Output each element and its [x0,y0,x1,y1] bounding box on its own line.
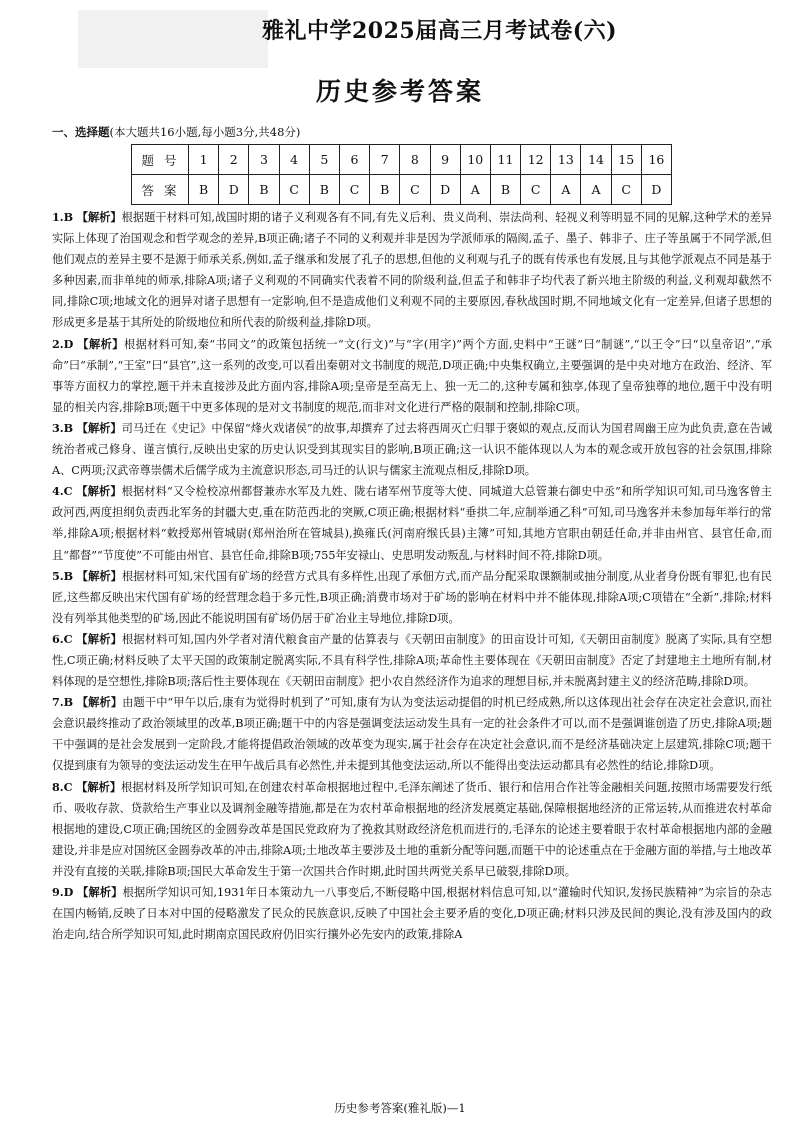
question-number-cell: 8 [400,145,430,175]
exam-title: 雅礼中学2025届高三月考试卷(六) [262,18,618,44]
explanation-list [52,207,772,945]
answer-cell: C [279,175,309,205]
answer-cell: B [309,175,339,205]
answer-cell: B [249,175,279,205]
question-number-cell: 13 [551,145,581,175]
question-number-cell: 5 [309,145,339,175]
analysis-tag: 【解析】 [76,695,123,710]
explanation-item [52,418,772,481]
explanation-item [52,334,772,418]
question-number-cell: 1 [189,145,219,175]
analysis-tag: 【解析】 [76,568,122,583]
question-number-cell: 9 [430,145,460,175]
item-text: 根据题干材料可知,战国时期的诸子义利观各有不同,有先义后利、贵义尚利、崇法尚利、轻视义利等明显不同的见解,这种学术的差异实际上体现了治国观念和哲学观念的差异,B项正确;诸子不同的义利观并非是因为学派师承的隔阂,孟子、墨子、韩非子、庄子等虽属于不同学派,但他们观点的差异主要不是源于师承关系,例如,孟子继承和发展了孔子的思想,但他的义利观与孔子的既有传承也有发展,且与其他学派观点不同是基于多种因素,而非单纯的师承,排除A项;诸子义利观的不同确实代表着不同的阶级利益,但孟子和韩非子均代表了新兴地主阶级的利益,义利观却截然不同,排除C项;地域文化的迥异对诸子思想有一定影响,但不是造成他们义利观不同的主要原因,春秋战国时期,不同地域文化有一定差异,但诸子思想的形成更多是基于其所处的阶级地位和所代表的阶级利益,排除D项。 [52,211,772,330]
item-answer: 5.B [52,568,74,583]
question-number-cell: 6 [339,145,369,175]
question-number-cell: 12 [521,145,551,175]
item-text: 根据材料及所学知识可知,在创建农村革命根据地过程中,毛泽东阐述了货币、银行和信用合作社等金融相关问题,按照市场需要发行纸币、吸收存款、贷款给生产事业以及调剂金融等措施,都是在为农村革命根据地的经济发展奠定基础,保障根据地经济的正常运转,从而推进农村革命根据地的建设,C项正确;国统区的金圆券改革是国民党政府为了挽救其财政经济危机而进行的,毛泽东的论述主要着眼于农村革命根据地内部的金融建设,并非是应对国统区金圆券改革的冲击,排除A项;土地改革主要涉及土地的重新分配等问题,而题干中的论述重点在于金融方面的举措,与土地改革并没有直接的关联,排除B项;国民大革命发生于第一次国共合作时期,此时国共两党关系早已破裂,排除D项。 [52,780,772,878]
answer-row [132,175,672,205]
analysis-tag: 【解析】 [76,631,123,646]
page-footer: 历史参考答案(雅礼版)—1 [334,1101,466,1115]
explanation-item [52,207,772,334]
item-text: 根据材料可知,宋代国有矿场的经营方式具有多样性,出现了承佃方式,而产品分配采取课额制或抽分制度,从业者身份既有罪犯,也有民匠,这些都反映出宋代国有矿场的经营理念趋于多元性,B项正确;消费市场对于矿场的影响在材料中并不能体现,排除A项;C项错在“全新”,排除;材料没有列举其他类型的矿场,因此不能说明国有矿场仍居于矿冶业主导地位,排除D项。 [52,569,772,625]
answer-cell: B [370,175,400,205]
question-number-cell: 3 [249,145,279,175]
item-text: 根据材料“又令检校凉州都督兼赤水军及九姓、陇右诸军州节度等大使、同城道大总管兼右御史中丞”和所学知识可知,司马逸客曾主政河西,两度担纲负责西北军务的封疆大吏,重在防范西北的突厥,C项正确;根据材料“垂拱二年,应制举通乙科”可知,司马逸客并未参加每年举行的常举,排除A项;根据材料“敕授郑州管城尉(郑州治所在管城县),换雍氏(河南府缑氏县)主簿”可知,其地方官职由朝廷任命,并非由州官、县官任命,而且“都督”“节度使”不可能由州官、县官任命,排除B项;755年安禄山、史思明发动叛乱,与材料时间不符,排除D项。 [52,485,772,562]
explanation-item [52,882,772,945]
answer-key-table [131,144,672,205]
section-title: 一、选择题 [52,125,110,139]
answer-label: 答案 [132,175,189,205]
analysis-tag: 【解析】 [76,779,122,794]
answer-cell: D [641,175,671,205]
analysis-tag: 【解析】 [76,484,122,499]
item-answer: 4.C [52,484,73,499]
question-number-cell: 16 [641,145,671,175]
explanation-item [52,777,772,882]
item-answer: 9.D [52,885,74,899]
explanation-item [52,566,772,629]
answer-cell: C [400,175,430,205]
item-answer: 8.C [52,779,73,794]
answer-cell: C [611,175,641,205]
analysis-tag: 【解析】 [76,420,122,435]
answer-cell: A [551,175,581,205]
answer-cell: A [581,175,611,205]
question-number-cell: 10 [460,145,490,175]
question-number-cell: 4 [279,145,309,175]
question-number-cell: 7 [370,145,400,175]
answer-cell: B [490,175,520,205]
section-heading [52,124,300,140]
item-answer: 1.B [52,210,74,224]
item-answer: 2.D [52,336,74,351]
answer-cell: D [430,175,460,205]
question-number-label: 题号 [132,145,189,175]
question-number-cell: 2 [219,145,249,175]
item-text: 根据所学知识可知,1931年日本策动九一八事变后,不断侵略中国,根据材料信息可知,以“灌输时代知识,发扬民族精神”为宗旨的杂志在国内畅销,反映了日本对中国的侵略激发了民众的民族意识,反映了中国社会主要矛盾的变化,D项正确;材料只涉及民间的舆论,没有涉及国内的政治走向,结合所学知识可知,此时期南京国民政府仍旧实行攘外必先安内的政策,排除A [52,886,772,942]
answer-cell: C [521,175,551,205]
answer-cell: A [460,175,490,205]
section-note: (本大题共16小题,每小题3分,共48分) [109,125,301,139]
question-number-cell: 11 [490,145,520,175]
item-answer: 6.C [52,631,73,646]
item-text: 由题干中“甲午以后,康有为觉得时机到了”可知,康有为认为变法运动提倡的时机已经成熟,所以这体现出社会存在决定社会意识,而社会意识最终推动了政治领域里的改革,B项正确;题干中的内容是强调变法运动发生具有一定的社会条件才可以,而不是强调谁创造了历史,排除A项;题干中强调的是社会发展到一定阶段,才能将提倡政治领域的改革变为现实,属于社会存在决定社会意识,而不是经济基础决定上层建筑,排除C项;题干仅提到康有为领导的变法运动发生在甲午战后具有必然性,并未提到其他变法运动,所以不能得出变法运动都具有必然性的结论,排除D项。 [52,696,772,773]
analysis-tag: 【解析】 [77,336,124,351]
answer-cell: B [189,175,219,205]
item-text: 司马迁在《史记》中保留“烽火戏诸侯”的故事,却撰弃了过去将西周灭亡归罪于褒姒的观点,反而认为国君周幽王应为此负责,意在告诫统治者戒己修身、谨言慎行,反映出史家的历史认识受到其现实目的影响,B项正确;这一认识不能体现以人为本的观念或开放包容的社会氛围,排除A、C两项;汉武帝尊崇儒术后儒学成为主流意识形态,司马迁的认识与儒家主流观点相反,排除D项。 [52,421,772,478]
redacted-school-region [78,10,268,68]
item-text: 根据材料可知,国内外学者对清代粮食亩产量的估算表与《天朝田亩制度》的田亩设计可知,《天朝田亩制度》脱离了实际,具有空想性,C项正确;材料反映了太平天国的政策制定脱离实际,不具有科学性,排除A项;革命性主要体现在《天朝田亩制度》否定了封建地主土地所有制,材料体现的是空想性,排除B项;落后性主要体现在《天朝田亩制度》把小农自然经济作为追求的理想目标,并未脱离封建主义的经济范畴,排除D项。 [52,632,772,689]
analysis-tag: 【解析】 [76,210,122,224]
question-number-row [132,145,672,175]
question-number-cell: 14 [581,145,611,175]
explanation-item [52,692,772,776]
document-title: 历史参考答案 [315,77,484,106]
question-number-cell: 15 [611,145,641,175]
item-answer: 3.B [52,420,74,435]
answer-cell: D [219,175,249,205]
item-text: 根据材料可知,秦“书同文”的政策包括统一“文(行文)”与“字(用字)”两个方面,史料中“王谜”曰“制谜”,“以王令”曰“以皇帝诏”,“承命”曰“承制”,“王室”曰“县官”,这一系列的改变,可以看出秦朝对文书制度的规范,D项正确;中央集权确立,主要强调的是中央对地方在政治、经济、军事等方面权力的掌控,题干并未直接涉及此方面内容,排除A项;皇帝是至高无上、独一无二的,这种专属和独享,体现了皇帝独尊的地位,题干中没有明显的相关内容,排除B项;题干中更多体现的是对文书制度的规范,而非对文化进行严格的限制和控制,排除C项。 [52,337,772,414]
analysis-tag: 【解析】 [77,885,123,899]
answer-cell: C [339,175,369,205]
item-answer: 7.B [52,695,74,710]
explanation-item [52,629,772,692]
explanation-item [52,481,772,565]
